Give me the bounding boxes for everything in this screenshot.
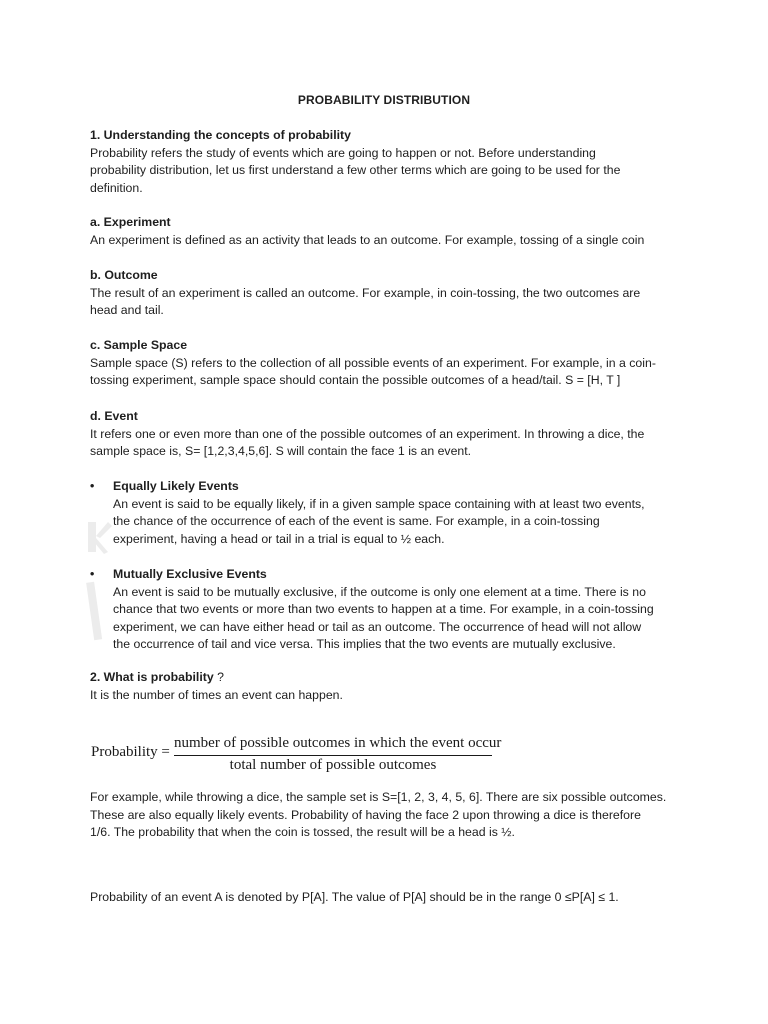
paragraph-line: probability distribution, let us first understand a few other terms which are going to be used for the	[90, 163, 621, 178]
paragraph-line: sample space is, S= [1,2,3,4,5,6]. S will contain the face 1 is an event.	[90, 444, 472, 459]
bullet-heading: Mutually Exclusive Events	[113, 567, 267, 581]
section-heading: 2. What is probability	[90, 670, 214, 684]
paragraph-line: Probability refers the study of events which are going to happen or not. Before understanding	[90, 145, 596, 160]
paragraph-line: head and tail.	[90, 303, 164, 318]
paragraph-line: tossing experiment, sample space should contain the possible outcomes of a head/tail. S = [H, T ]	[90, 373, 621, 388]
section-heading-suffix: ?	[213, 670, 224, 684]
section-heading: d. Event	[90, 409, 138, 423]
section-heading: a. Experiment	[90, 215, 171, 229]
paragraph-line: experiment, we can have either head or tail as an outcome. The occurrence of head will not allow	[113, 619, 642, 634]
section-outcome	[90, 267, 690, 320]
section-range	[90, 889, 690, 907]
section-sample-space	[90, 337, 690, 390]
paragraph-line: Probability of an event A is denoted by P[A]. The value of P[A] should be in the range 0 ≤P[A] ≤ 1.	[90, 890, 619, 904]
paragraph-line: Sample space (S) refers to the collection of all possible events of an experiment. For example, in a coin-	[90, 355, 656, 370]
paragraph-line: An event is said to be equally likely, if in a given sample space containing with at least two events,	[113, 496, 645, 511]
paragraph-line: 1/6. The probability that when the coin is tossed, the result will be a head is ½.	[90, 825, 515, 840]
paragraph-line: It is the number of times an event can happen.	[90, 687, 343, 702]
paragraph-line: An event is said to be mutually exclusive, if the outcome is only one element at a time. There is no	[113, 584, 646, 599]
paragraph-line: An experiment is defined as an activity that leads to an outcome. For example, tossing of a single coin	[90, 232, 645, 247]
formula-lhs: Probability =	[91, 744, 170, 760]
section-experiment	[90, 214, 690, 249]
paragraph-line: It refers one or even more than one of the possible outcomes of an experiment. In throwing a dice, the	[90, 426, 645, 441]
bullet-mutually-exclusive	[90, 566, 690, 654]
section-event	[90, 408, 690, 461]
bullet-marker: •	[90, 567, 95, 581]
paragraph-line: chance that two events or more than two events to happen at a time. For example, in a coin-tossing	[113, 602, 654, 617]
formula-denominator: total number of possible outcomes	[229, 757, 437, 773]
document-title: PROBABILITY DISTRIBUTION	[297, 93, 471, 107]
paragraph-line: the chance of the occurrence of each of the event is same. For example, in a coin-tossing	[113, 514, 600, 529]
paragraph-line: definition.	[90, 180, 143, 195]
formula-numerator: number of possible outcomes in which the event occur	[174, 735, 502, 751]
paragraph-line: The result of an experiment is called an outcome. For example, in coin-tossing, the two outcomes are	[90, 285, 641, 300]
paragraph-line: the occurrence of tail and vice versa. This implies that the two events are mutually exclusive.	[113, 637, 616, 652]
section-heading: c. Sample Space	[90, 338, 188, 352]
bullet-heading: Equally Likely Events	[113, 479, 239, 493]
section-heading: b. Outcome	[90, 268, 158, 282]
section-heading: 1. Understanding the concepts of probability	[90, 128, 351, 142]
section-example	[90, 789, 690, 842]
paragraph-line: These are also equally likely events. Probability of having the face 2 upon throwing a dice is therefore	[90, 807, 641, 822]
paragraph-line: experiment, having a head or tail in a trial is equal to ½ each.	[113, 531, 445, 546]
bullet-marker: •	[90, 479, 95, 493]
paragraph-line: For example, while throwing a dice, the sample set is S=[1, 2, 3, 4, 5, 6]. There are six possible outcomes.	[90, 790, 667, 804]
fraction-bar	[174, 755, 492, 756]
section-what-is-probability	[90, 669, 690, 704]
bullet-equally-likely	[90, 478, 690, 548]
section-understanding	[90, 127, 690, 197]
